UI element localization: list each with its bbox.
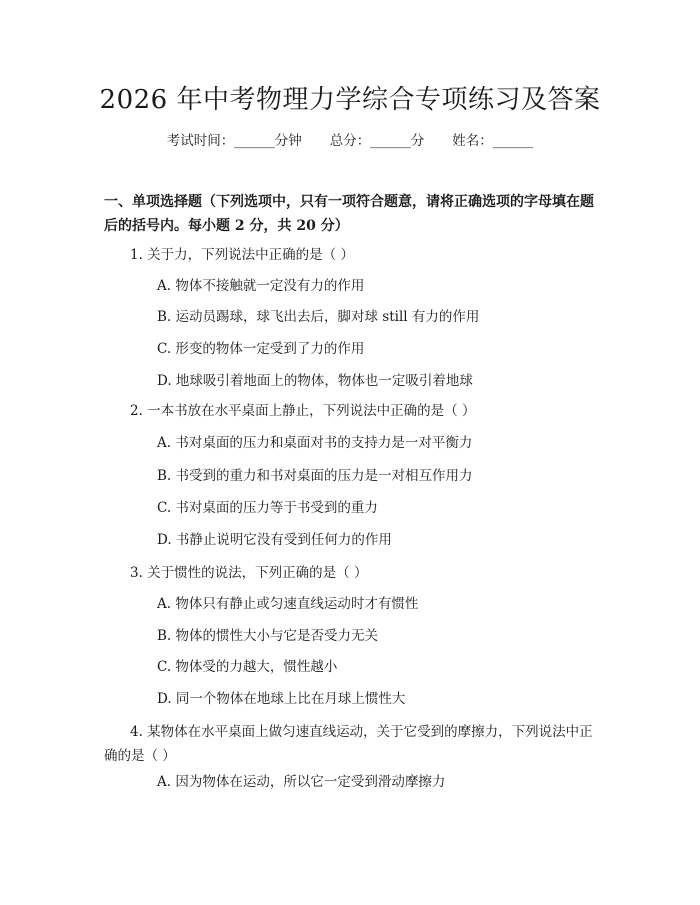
question-2-option-d: D. 书静止说明它没有受到任何力的作用 (157, 532, 392, 548)
question-1-option-c: C. 形变的物体一定受到了力的作用 (157, 341, 365, 357)
question-1-stem: 1. 关于力，下列说法中正确的是（ ） (130, 247, 354, 263)
exam-time: 考试时间：______分钟 (166, 133, 302, 149)
question-2-option-a: A. 书对桌面的压力和桌面对书的支持力是一对平衡力 (157, 435, 473, 451)
question-3-option-a: A. 物体只有静止或匀速直线运动时才有惯性 (157, 596, 419, 612)
question-2-stem: 2. 一本书放在水平桌面上静止，下列说法中正确的是（ ） (130, 403, 476, 419)
exam-score: 总分：______分 (329, 133, 425, 149)
question-4-option-a: A. 因为物体在运动，所以它一定受到滑动摩擦力 (157, 774, 446, 790)
question-3-option-c: C. 物体受的力越大，惯性越小 (157, 659, 338, 675)
question-1-option-d: D. 地球吸引着地面上的物体，物体也一定吸引着地球 (157, 373, 473, 389)
page-title: 2026 年中考物理力学综合专项练习及答案 (99, 85, 601, 115)
exam-name: 姓名：______ (452, 133, 534, 149)
exam-meta (0, 131, 700, 151)
section-heading: 一、单项选择题（下列选项中，只有一项符合题意，请将正确选项的字母填在题后的括号内。每小题 2 分，共 20 分） (104, 194, 594, 234)
question-2-option-c: C. 书对桌面的压力等于书受到的重力 (157, 500, 378, 516)
question-3-option-b: B. 物体的惯性大小与它是否受力无关 (157, 628, 379, 644)
question-3-stem: 3. 关于惯性的说法，下列正确的是（ ） (130, 565, 368, 581)
question-3-option-d: D. 同一个物体在地球上比在月球上惯性大 (157, 691, 406, 707)
question-1-option-a: A. 物体不接触就一定没有力的作用 (157, 278, 365, 294)
question-2-option-b: B. 书受到的重力和书对桌面的压力是一对相互作用力 (157, 468, 473, 484)
question-1-option-b: B. 运动员踢球，球飞出去后，脚对球 still 有力的作用 (157, 309, 480, 325)
question-4-stem: 4. 某物体在水平桌面上做匀速直线运动，关于它受到的摩擦力，下列说法中正确的是（ ） (104, 724, 593, 764)
